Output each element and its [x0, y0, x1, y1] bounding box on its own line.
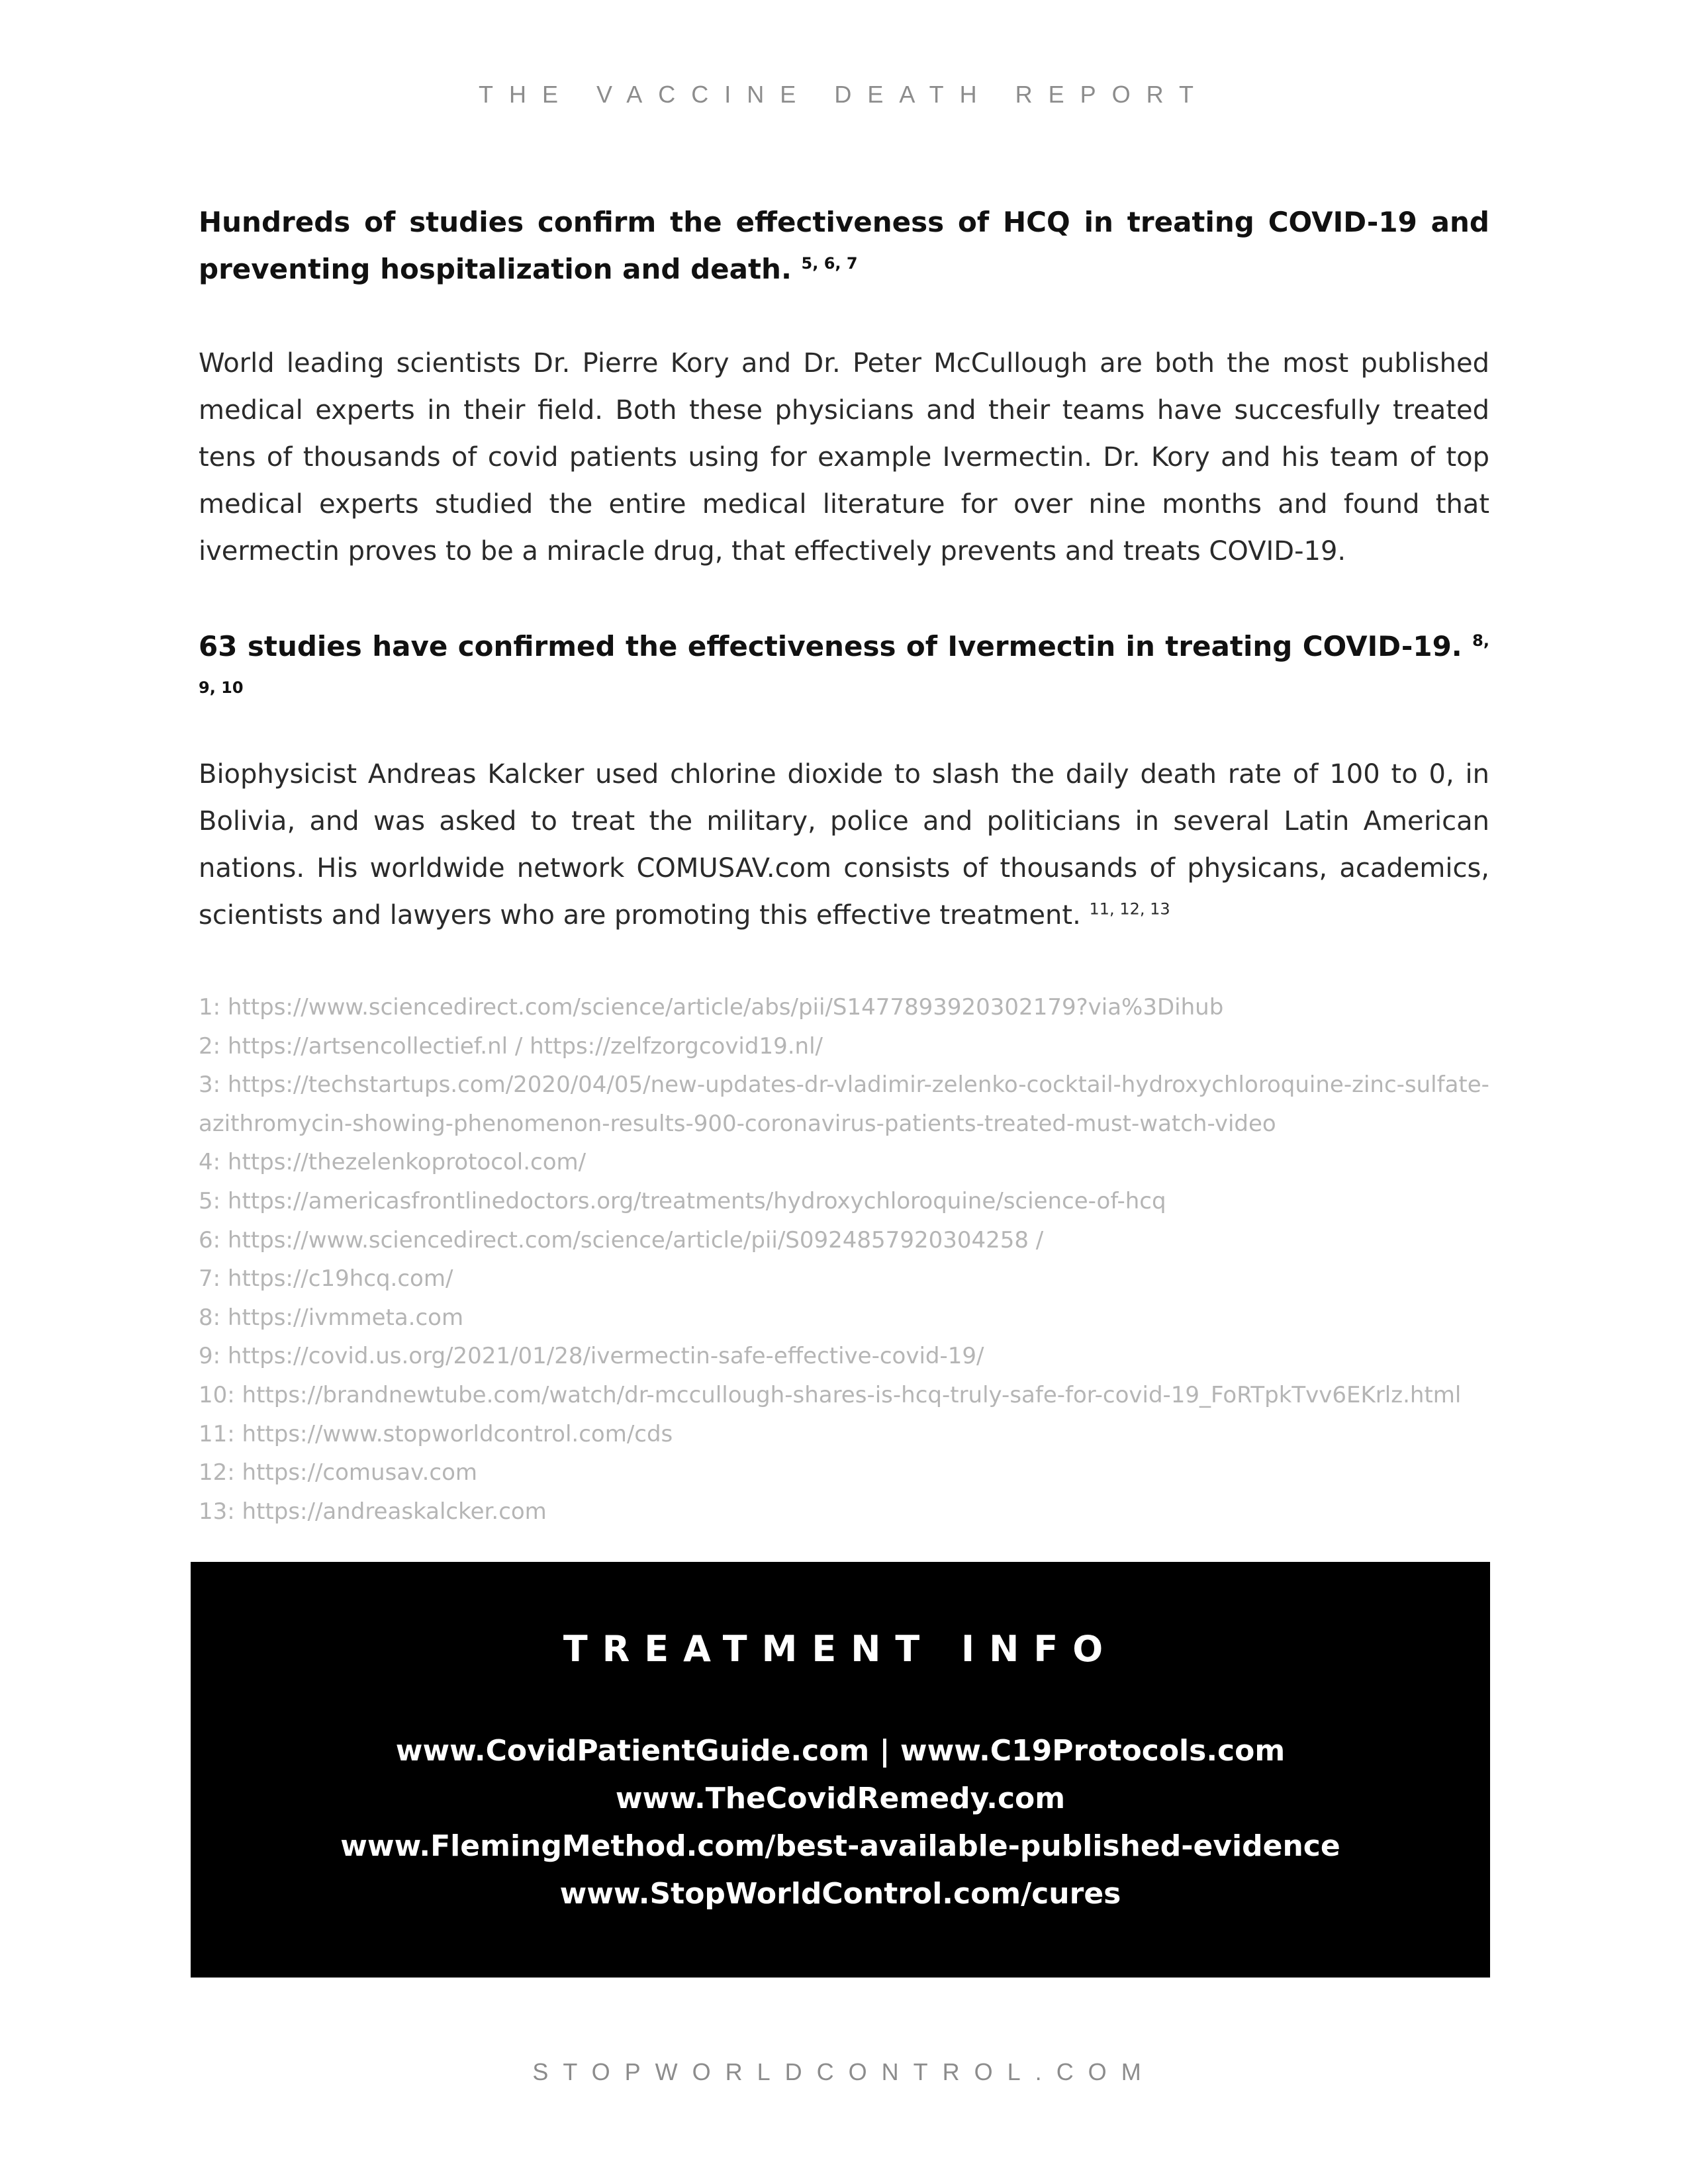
main-content	[199, 199, 1489, 1531]
running-header: THE VACCINE DEATH REPORT	[478, 81, 1210, 108]
kalcker-paragraph-refs: 11, 12, 13	[1089, 899, 1170, 919]
footnote-5[interactable]: 5: https://americasfrontlinedoctors.org/treatments/hydroxychloroquine/science-of-hcq	[199, 1187, 1166, 1214]
treatment-link-line[interactable]: www.CovidPatientGuide.com | www.C19Protocols.com	[395, 1734, 1286, 1768]
hcq-heading-refs: 5, 6, 7	[801, 254, 858, 273]
footnote-10[interactable]: 10: https://brandnewtube.com/watch/dr-mccullough-shares-is-hcq-truly-safe-for-covid-19_FoRTpkTvv6EKrlz.html	[199, 1381, 1462, 1408]
treatment-link-line[interactable]: www.StopWorldControl.com/cures	[559, 1877, 1121, 1911]
footnotes-list	[199, 988, 1489, 1531]
treatment-info-title: TREATMENT INFO	[563, 1628, 1118, 1670]
treatment-link-line[interactable]: www.TheCovidRemedy.com	[615, 1782, 1066, 1815]
ivermectin-heading-text: 63 studies have confirmed the effectiveness of Ivermectin in treating COVID-19.	[199, 630, 1462, 662]
ivermectin-heading-refs: 8, 9, 10	[199, 631, 1489, 697]
footnote-11[interactable]: 11: https://www.stopworldcontrol.com/cds	[199, 1420, 673, 1447]
hcq-heading	[199, 199, 1489, 293]
hcq-heading-text: Hundreds of studies confirm the effectiveness of HCQ in treating COVID-19 and preventing hospitalization and death.	[199, 206, 1489, 285]
footnote-4[interactable]: 4: https://thezelenkoprotocol.com/	[199, 1149, 586, 1176]
kalcker-paragraph-text: Biophysicist Andreas Kalcker used chlorine dioxide to slash the daily death rate of 100 to 0, in Bolivia, and was asked to treat the military, police and politicians in several Latin American nations. His worldwide network COMUSAV.com consists of thousands of physicans, academics, scientists and lawyers who are promoting this effective treatment.	[199, 759, 1489, 931]
kalcker-paragraph	[199, 751, 1489, 939]
footnote-9[interactable]: 9: https://covid.us.org/2021/01/28/ivermectin-safe-effective-covid-19/	[199, 1343, 984, 1370]
treatment-links-list	[191, 1727, 1490, 1918]
footnote-2[interactable]: 2: https://artsencollectief.nl / https://zelfzorgcovid19.nl/	[199, 1032, 823, 1060]
footnote-12[interactable]: 12: https://comusav.com	[199, 1459, 478, 1486]
footnote-1[interactable]: 1: https://www.sciencedirect.com/science/article/abs/pii/S1477893920302179?via%3Dihub	[199, 994, 1224, 1021]
footnote-7[interactable]: 7: https://c19hcq.com/	[199, 1265, 453, 1293]
footnote-3[interactable]: 3: https://techstartups.com/2020/04/05/new-updates-dr-vladimir-zelenko-cocktail-hydroxychloroquine-zinc-sulfate-azithromycin-showing-phenomenon-results-900-coronavirus-patients-treated-must-watch-video	[199, 1071, 1489, 1137]
footnote-8[interactable]: 8: https://ivmmeta.com	[199, 1304, 464, 1331]
kory-paragraph: World leading scientists Dr. Pierre Kory and Dr. Peter McCullough are both the most published medical experts in their field. Both these physicians and their teams have succesfully treated tens of thousands of covid patients using for example Ivermectin. Dr. Kory and his team of top medical experts studied the entire medical literature for over nine months and found that ivermectin proves to be a miracle drug, that effectively prevents and treats COVID-19.	[199, 348, 1489, 567]
treatment-info-box	[191, 1562, 1490, 1978]
footnote-13[interactable]: 13: https://andreaskalcker.com	[199, 1498, 547, 1525]
running-footer: STOPWORLDCONTROL.COM	[532, 2058, 1156, 2085]
ivermectin-heading	[199, 623, 1489, 717]
footnote-6[interactable]: 6: https://www.sciencedirect.com/science/article/pii/S0924857920304258 /	[199, 1226, 1044, 1253]
treatment-link-line[interactable]: www.FlemingMethod.com/best-available-published-evidence	[340, 1829, 1340, 1863]
